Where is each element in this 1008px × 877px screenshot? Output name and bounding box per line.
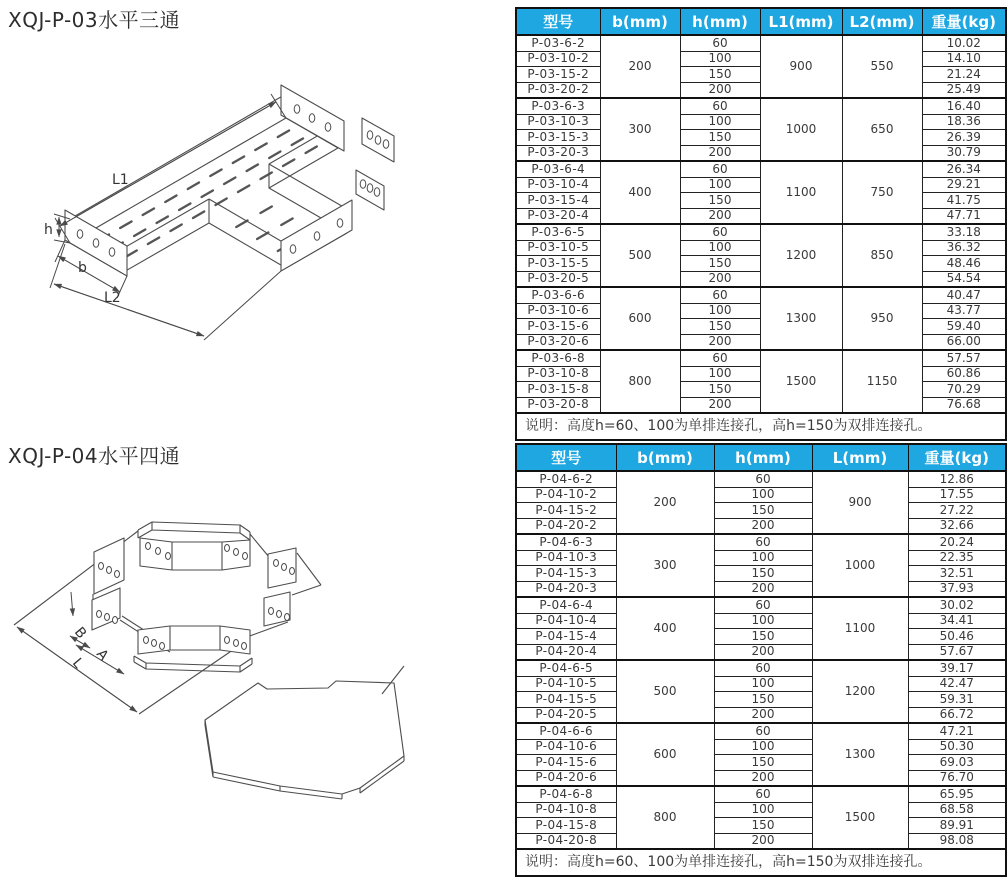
merged-cell-L1: 1100 — [760, 161, 842, 224]
cell-h: 60 — [714, 471, 812, 487]
merged-cell-b: 500 — [600, 224, 680, 287]
cell-h: 60 — [714, 597, 812, 613]
merged-cell-L2: 1150 — [842, 350, 922, 413]
cell-model: P-03-20-8 — [516, 397, 600, 413]
cell-h: 100 — [680, 51, 760, 67]
cell-model: P-04-15-5 — [516, 692, 616, 708]
cell-model: P-04-10-2 — [516, 487, 616, 503]
cell-h: 150 — [714, 629, 812, 645]
merged-cell-b: 200 — [616, 471, 714, 534]
cell-h: 100 — [714, 802, 812, 818]
cell-weight: 76.68 — [922, 397, 1006, 413]
cell-weight: 37.93 — [908, 581, 1006, 597]
p03-tee-drawing — [10, 48, 505, 378]
cell-model: P-03-6-6 — [516, 287, 600, 303]
cell-model: P-04-10-6 — [516, 739, 616, 755]
table-note: 说明：高度h=60、100为单排连接孔，高h=150为双排连接孔。 — [516, 413, 1006, 440]
spec-row — [516, 833, 1006, 849]
column-header: L2(mm) — [842, 8, 922, 35]
cell-model: P-04-6-2 — [516, 471, 616, 487]
cell-h: 200 — [680, 271, 760, 287]
cell-h: 60 — [714, 534, 812, 550]
cell-weight: 41.75 — [922, 193, 1006, 209]
spec-row — [516, 707, 1006, 723]
cell-weight: 65.95 — [908, 786, 1006, 802]
merged-cell-b: 300 — [600, 98, 680, 161]
cell-model: P-04-20-8 — [516, 833, 616, 849]
spec-row — [516, 629, 1006, 645]
cell-h: 60 — [714, 723, 812, 739]
spec-row — [516, 534, 1006, 550]
cell-model: P-04-10-4 — [516, 613, 616, 629]
column-header: h(mm) — [680, 8, 760, 35]
cell-model: P-03-6-3 — [516, 98, 600, 114]
cell-h: 150 — [714, 692, 812, 708]
cell-h: 100 — [714, 739, 812, 755]
column-header: 重量(kg) — [908, 444, 1006, 471]
cell-h: 150 — [714, 818, 812, 834]
merged-cell-b: 400 — [600, 161, 680, 224]
spec-row — [516, 739, 1006, 755]
cell-weight: 10.02 — [922, 35, 1006, 51]
merged-cell-L: 1300 — [812, 723, 908, 786]
cell-model: P-03-10-4 — [516, 177, 600, 193]
cell-h: 100 — [714, 550, 812, 566]
cell-h: 200 — [714, 707, 812, 723]
cell-model: P-03-10-6 — [516, 303, 600, 319]
column-header: 重量(kg) — [922, 8, 1006, 35]
cell-model: P-03-15-5 — [516, 256, 600, 272]
cell-weight: 40.47 — [922, 287, 1006, 303]
cell-h: 200 — [680, 82, 760, 98]
spec-row — [516, 660, 1006, 676]
cell-h: 200 — [714, 770, 812, 786]
cell-h: 100 — [680, 114, 760, 130]
dim-label-b: b — [78, 260, 87, 276]
cell-model: P-04-6-4 — [516, 597, 616, 613]
cell-h: 200 — [714, 833, 812, 849]
cell-weight: 36.32 — [922, 240, 1006, 256]
merged-cell-L: 1100 — [812, 597, 908, 660]
cell-weight: 57.57 — [922, 350, 1006, 366]
cell-weight: 39.17 — [908, 660, 1006, 676]
cell-model: P-03-6-8 — [516, 350, 600, 366]
spec-row — [516, 471, 1006, 487]
cell-h: 200 — [680, 334, 760, 350]
cell-h: 60 — [680, 224, 760, 240]
cell-weight: 12.86 — [908, 471, 1006, 487]
spec-row — [516, 676, 1006, 692]
cell-model: P-04-6-5 — [516, 660, 616, 676]
spec-row — [516, 802, 1006, 818]
cell-model: P-04-10-3 — [516, 550, 616, 566]
cell-weight: 47.71 — [922, 208, 1006, 224]
merged-cell-b: 400 — [616, 597, 714, 660]
merged-cell-L1: 1500 — [760, 350, 842, 413]
cell-h: 150 — [714, 755, 812, 771]
cell-h: 100 — [714, 487, 812, 503]
merged-cell-L: 1000 — [812, 534, 908, 597]
dim-label-L: L — [68, 655, 87, 672]
cell-h: 60 — [680, 35, 760, 51]
cell-model: P-04-15-2 — [516, 503, 616, 519]
cell-model: P-03-15-2 — [516, 67, 600, 83]
cell-model: P-03-10-3 — [516, 114, 600, 130]
merged-cell-L: 1200 — [812, 660, 908, 723]
cell-weight: 89.91 — [908, 818, 1006, 834]
cell-weight: 18.36 — [922, 114, 1006, 130]
merged-cell-L1: 900 — [760, 35, 842, 98]
cell-model: P-04-15-8 — [516, 818, 616, 834]
merged-cell-b: 800 — [600, 350, 680, 413]
cell-h: 60 — [680, 98, 760, 114]
cell-model: P-03-10-5 — [516, 240, 600, 256]
spec-row — [516, 770, 1006, 786]
cell-weight: 68.58 — [908, 802, 1006, 818]
cell-weight: 59.40 — [922, 319, 1006, 335]
dim-label-h: h — [44, 222, 53, 238]
merged-cell-b: 200 — [600, 35, 680, 98]
cell-weight: 29.21 — [922, 177, 1006, 193]
cell-h: 150 — [714, 566, 812, 582]
cell-model: P-04-20-2 — [516, 518, 616, 534]
cell-h: 150 — [680, 319, 760, 335]
spec-row — [516, 98, 1006, 114]
cell-model: P-04-15-4 — [516, 629, 616, 645]
cell-h: 150 — [680, 193, 760, 209]
cell-weight: 16.40 — [922, 98, 1006, 114]
cell-weight: 66.00 — [922, 334, 1006, 350]
cell-h: 200 — [714, 581, 812, 597]
cell-model: P-03-15-3 — [516, 130, 600, 146]
column-header: L1(mm) — [760, 8, 842, 35]
dim-label-L1: L1 — [112, 172, 129, 188]
merged-cell-b: 800 — [616, 786, 714, 849]
merged-cell-b: 500 — [616, 660, 714, 723]
spec-row — [516, 566, 1006, 582]
cell-h: 100 — [680, 366, 760, 382]
spec-row — [516, 581, 1006, 597]
cell-h: 200 — [714, 518, 812, 534]
cell-weight: 22.35 — [908, 550, 1006, 566]
p04-cross-drawing — [0, 470, 500, 870]
spec-row — [516, 755, 1006, 771]
table-note: 说明：高度h=60、100为单排连接孔，高h=150为双排连接孔。 — [516, 849, 1006, 876]
p04-spec-table — [515, 443, 1007, 877]
merged-cell-b: 300 — [616, 534, 714, 597]
cell-h: 100 — [680, 177, 760, 193]
cell-model: P-03-10-2 — [516, 51, 600, 67]
cell-model: P-04-20-5 — [516, 707, 616, 723]
spec-row — [516, 692, 1006, 708]
cell-model: P-03-20-6 — [516, 334, 600, 350]
merged-cell-L1: 1000 — [760, 98, 842, 161]
cell-model: P-04-20-6 — [516, 770, 616, 786]
merged-cell-L2: 850 — [842, 224, 922, 287]
cell-h: 100 — [680, 240, 760, 256]
cell-weight: 32.51 — [908, 566, 1006, 582]
cell-model: P-03-10-8 — [516, 366, 600, 382]
cell-h: 100 — [714, 676, 812, 692]
cell-weight: 20.24 — [908, 534, 1006, 550]
cell-weight: 50.46 — [908, 629, 1006, 645]
cell-model: P-03-15-4 — [516, 193, 600, 209]
spec-row — [516, 786, 1006, 802]
column-header: h(mm) — [714, 444, 812, 471]
cell-weight: 26.34 — [922, 161, 1006, 177]
merged-cell-L1: 1200 — [760, 224, 842, 287]
merged-cell-L2: 650 — [842, 98, 922, 161]
cell-model: P-03-20-2 — [516, 82, 600, 98]
column-header: L(mm) — [812, 444, 908, 471]
cell-model: P-03-20-3 — [516, 145, 600, 161]
column-header: 型号 — [516, 444, 616, 471]
p04-title: XQJ-P-04水平四通 — [8, 444, 181, 468]
cell-model: P-04-20-4 — [516, 644, 616, 660]
cell-weight: 26.39 — [922, 130, 1006, 146]
cell-model: P-04-15-6 — [516, 755, 616, 771]
cell-weight: 42.47 — [908, 676, 1006, 692]
cell-weight: 76.70 — [908, 770, 1006, 786]
merged-cell-b: 600 — [600, 287, 680, 350]
cell-h: 150 — [714, 503, 812, 519]
cell-weight: 48.46 — [922, 256, 1006, 272]
cell-weight: 30.79 — [922, 145, 1006, 161]
cell-h: 200 — [680, 208, 760, 224]
merged-cell-L1: 1300 — [760, 287, 842, 350]
cell-weight: 47.21 — [908, 723, 1006, 739]
cell-weight: 17.55 — [908, 487, 1006, 503]
cell-weight: 59.31 — [908, 692, 1006, 708]
cell-model: P-04-10-8 — [516, 802, 616, 818]
cell-h: 60 — [714, 660, 812, 676]
cell-weight: 50.30 — [908, 739, 1006, 755]
cell-model: P-04-6-6 — [516, 723, 616, 739]
cell-model: P-03-20-5 — [516, 271, 600, 287]
spec-row — [516, 224, 1006, 240]
dim-label-B: B — [70, 624, 90, 642]
cell-model: P-04-20-3 — [516, 581, 616, 597]
spec-row — [516, 597, 1006, 613]
cell-weight: 33.18 — [922, 224, 1006, 240]
merged-cell-L: 1500 — [812, 786, 908, 849]
spec-row — [516, 518, 1006, 534]
cell-h: 150 — [680, 130, 760, 146]
cell-h: 100 — [714, 613, 812, 629]
p03-title: XQJ-P-03水平三通 — [8, 8, 181, 32]
spec-row — [516, 487, 1006, 503]
cell-h: 60 — [680, 161, 760, 177]
spec-row — [516, 644, 1006, 660]
column-header: 型号 — [516, 8, 600, 35]
cell-h: 200 — [714, 644, 812, 660]
cell-weight: 14.10 — [922, 51, 1006, 67]
cell-weight: 25.49 — [922, 82, 1006, 98]
spec-row — [516, 550, 1006, 566]
cell-model: P-03-6-4 — [516, 161, 600, 177]
merged-cell-L: 900 — [812, 471, 908, 534]
cell-weight: 98.08 — [908, 833, 1006, 849]
cross-body — [14, 522, 404, 799]
cell-weight: 27.22 — [908, 503, 1006, 519]
spec-row — [516, 287, 1006, 303]
cell-h: 60 — [714, 786, 812, 802]
cell-model: P-03-15-8 — [516, 382, 600, 398]
merged-cell-L2: 750 — [842, 161, 922, 224]
merged-cell-L2: 950 — [842, 287, 922, 350]
cover-plate — [205, 681, 404, 794]
cell-weight: 70.29 — [922, 382, 1006, 398]
cell-weight: 34.41 — [908, 613, 1006, 629]
cell-model: P-03-20-4 — [516, 208, 600, 224]
cell-weight: 57.67 — [908, 644, 1006, 660]
dim-label-L2: L2 — [104, 290, 121, 306]
cell-model: P-04-15-3 — [516, 566, 616, 582]
column-header: b(mm) — [616, 444, 714, 471]
merged-cell-L2: 550 — [842, 35, 922, 98]
cell-model: P-04-6-3 — [516, 534, 616, 550]
spec-row — [516, 35, 1006, 51]
cell-model: P-03-6-2 — [516, 35, 600, 51]
cell-h: 200 — [680, 145, 760, 161]
cell-h: 150 — [680, 67, 760, 83]
cell-weight: 66.72 — [908, 707, 1006, 723]
cell-weight: 21.24 — [922, 67, 1006, 83]
cell-model: P-04-10-5 — [516, 676, 616, 692]
cell-h: 150 — [680, 382, 760, 398]
spec-row — [516, 161, 1006, 177]
cell-model: P-03-6-5 — [516, 224, 600, 240]
cell-weight: 30.02 — [908, 597, 1006, 613]
column-header: b(mm) — [600, 8, 680, 35]
cell-h: 150 — [680, 256, 760, 272]
cell-h: 60 — [680, 350, 760, 366]
spec-row — [516, 503, 1006, 519]
cell-h: 200 — [680, 397, 760, 413]
cell-weight: 54.54 — [922, 271, 1006, 287]
cell-h: 60 — [680, 287, 760, 303]
cell-weight: 69.03 — [908, 755, 1006, 771]
spec-row — [516, 818, 1006, 834]
cell-weight: 32.66 — [908, 518, 1006, 534]
cell-weight: 60.86 — [922, 366, 1006, 382]
spec-row — [516, 723, 1006, 739]
cell-weight: 43.77 — [922, 303, 1006, 319]
cell-model: P-03-15-6 — [516, 319, 600, 335]
cell-model: P-04-6-8 — [516, 786, 616, 802]
cell-h: 100 — [680, 303, 760, 319]
spec-row — [516, 613, 1006, 629]
merged-cell-b: 600 — [616, 723, 714, 786]
dim-label-A: A — [92, 646, 112, 664]
spec-row — [516, 350, 1006, 366]
p03-spec-table — [515, 7, 1007, 441]
